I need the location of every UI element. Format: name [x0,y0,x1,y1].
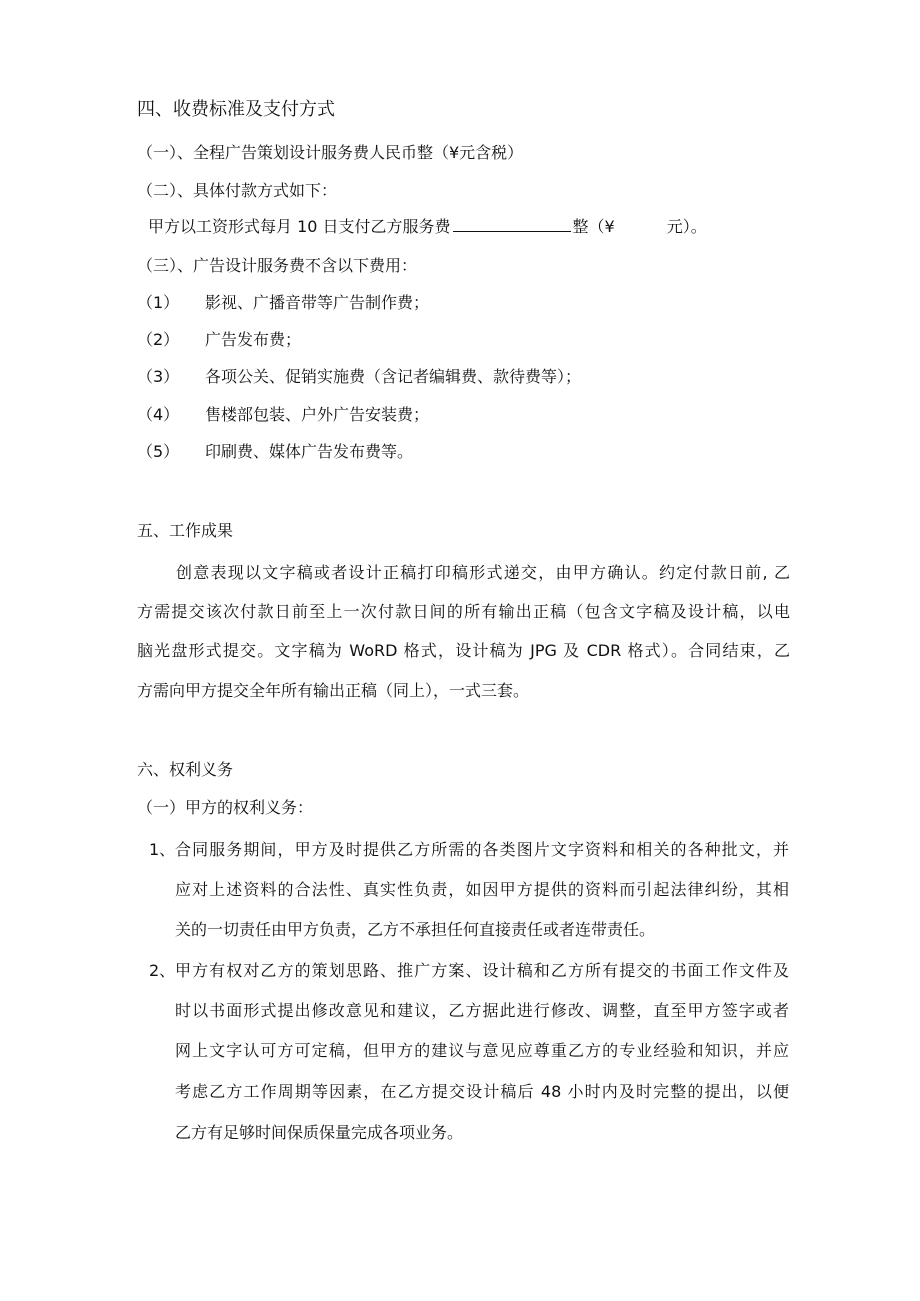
exclusion-item [137,405,429,425]
section5-paragraph-line: 方需向甲方提交全年所有输出正稿（同上），一式三套。 [137,681,530,700]
section5-title: 五、工作成果 [137,521,234,540]
clause-line: 应对上述资料的合法性、真实性负责，如因甲方提供的资料而引起法律纠纷，其相 [175,880,789,899]
clause-line: 关的一切责任由甲方负责，乙方不承担任何直接责任或者连带责任。 [175,920,656,939]
fee-total-line: （一）、全程广告策划设计服务费人民币整（¥元含税） [137,143,524,162]
clause-line: 考虑乙方工作周期等因素，在乙方提交设计稿后 48 小时内及时完整的提出，以便 [175,1082,789,1101]
exclusion-number: （2） [137,330,180,349]
exclusions-heading: （三）、广告设计服务费不含以下费用： [137,256,418,275]
exclusion-item [137,330,301,350]
payment-method-heading: （二）、具体付款方式如下： [137,181,338,200]
exclusion-text: 影视、广播音带等广告制作费； [205,293,430,312]
payment-text-middle: 整（¥ [572,217,615,236]
payment-amount-blank [453,217,571,232]
exclusion-item [137,442,413,462]
exclusion-item [137,367,581,387]
exclusion-text: 广告发布费； [205,330,302,349]
section6-title: 六、权利义务 [137,760,234,779]
exclusion-number: （5） [137,442,180,461]
clause-line: 乙方有足够时间保质保量完成各项业务。 [175,1123,464,1142]
exclusion-number: （4） [137,405,180,424]
exclusion-text: 印刷费、媒体广告发布费等。 [205,442,414,461]
exclusion-number: （3） [137,367,180,386]
clause-number: 2、 [149,961,176,980]
section4-title: 四、收费标准及支付方式 [137,99,335,120]
payment-line [148,217,707,237]
section5-paragraph-line: 脑光盘形式提交。文字稿为 WoRD 格式，设计稿为 JPG 及 CDR 格式）。合同结束，乙 [137,641,790,660]
clause-line: 时以书面形式提出修改意见和建议，乙方据此进行修改、调整，直至甲方签字或者 [175,1001,789,1020]
payment-text-after: 元）。 [666,217,707,236]
clause-line: 网上文字认可方可定稿，但甲方的建议与意见应尊重乙方的专业经验和知识，并应 [175,1041,789,1060]
exclusion-text: 售楼部包装、户外广告安装费； [205,405,430,424]
clause-number: 1、 [149,840,176,859]
section5-paragraph-line: 创意表现以文字稿或者设计正稿打印稿形式递交，由甲方确认。约定付款日前, 乙 [176,563,790,582]
exclusion-text: 各项公关、促销实施费（含记者编辑费、款待费等）； [205,367,582,386]
section5-paragraph-line: 方需提交该次付款日前至上一次付款日间的所有输出正稿（包含文字稿及设计稿，以电 [137,602,790,621]
clause-line: 甲方有权对乙方的策划思路、推广方案、设计稿和乙方所有提交的书面工作文件及 [175,961,789,980]
party-a-rights-heading: （一）甲方的权利义务： [137,798,314,817]
exclusion-number: （1） [137,293,180,312]
payment-text-before: 甲方以工资形式每月 10 日支付乙方服务费 [148,217,451,236]
clause-line: 合同服务期间，甲方及时提供乙方所需的各类图片文字资料和相关的各种批文，并 [175,840,789,859]
exclusion-item [137,293,429,313]
